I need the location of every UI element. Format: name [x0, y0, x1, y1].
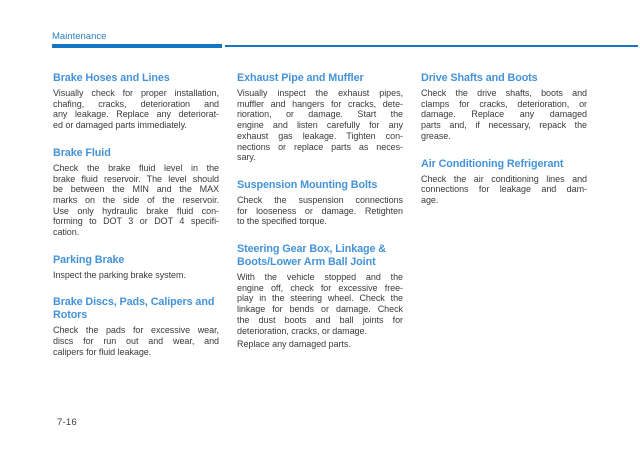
section-paragraph: [421, 88, 587, 142]
text-line: discs for run out and wear, and: [53, 336, 219, 347]
text-line: engine off, check for excessive free-: [237, 282, 403, 293]
text-line: Check the drive shafts, boots and: [421, 88, 587, 98]
section-paragraph: [237, 339, 403, 350]
text-line: sary.: [237, 152, 256, 163]
text-line: to the specified torque.: [237, 216, 327, 227]
section-paragraph: [421, 174, 587, 206]
text-line: Visually inspect the exhaust pipes,: [237, 88, 403, 98]
column-1: [53, 72, 219, 374]
text-line: chafing, cracks, deterioration and: [53, 98, 219, 109]
section-title: Brake Fluid: [53, 146, 111, 159]
section-brake-hoses-and-lines: [53, 72, 219, 131]
section-title: Exhaust Pipe and Muffler: [237, 72, 364, 84]
section-paragraph: [53, 325, 219, 357]
text-line: deterioration, cracks, or damage.: [237, 325, 367, 336]
text-line: ed or damaged parts immediately.: [53, 120, 187, 131]
text-line: Replace any damaged parts.: [237, 339, 351, 350]
section-title: Drive Shafts and Boots: [421, 72, 538, 84]
text-line: be between the MIN and the MAX: [53, 184, 219, 195]
text-line: With the vehicle stopped and the: [237, 272, 403, 283]
text-line: rioration, or damage. Start the: [237, 109, 403, 120]
column-3: [421, 72, 587, 374]
section-paragraph: [237, 88, 403, 163]
text-line: age.: [421, 194, 439, 205]
text-line: clamps for cracks, deterioration, or: [421, 98, 587, 109]
text-line: damage. Replace any damaged: [421, 109, 587, 120]
column-2: [237, 72, 403, 374]
text-line: calipers for fluid leakage.: [53, 346, 152, 357]
section-paragraph: [53, 163, 219, 238]
section-paragraph: [237, 272, 403, 336]
section-title: Air Conditioning Refrigerant: [421, 157, 564, 170]
section-paragraph: [237, 195, 403, 227]
header-accent-bar: [52, 44, 222, 48]
text-line: marks on the side of the reservoir.: [53, 194, 219, 205]
text-line: muffler and hangers for cracks, dete-: [237, 98, 403, 109]
section-title: Parking Brake: [53, 253, 125, 266]
section-paragraph: [53, 88, 219, 131]
text-line: forming to DOT 3 or DOT 4 specifi-: [53, 216, 219, 227]
section-parking-brake: [53, 254, 219, 281]
text-line: any leakage. Replace any deteriorat-: [53, 109, 219, 120]
section-paragraph: [53, 270, 219, 281]
text-line: exhaust gas leakage. Tighten con-: [237, 130, 403, 141]
text-line: Check the brake fluid level in the: [53, 162, 219, 173]
text-line: cation.: [53, 227, 80, 238]
text-line: Use only hydraulic brake fluid con-: [53, 205, 219, 216]
text-line: parts and, if necessary, repack the: [421, 120, 587, 131]
section-brake-fluid: [53, 147, 219, 238]
text-line: Visually check for proper installation,: [53, 88, 219, 98]
text-line: Inspect the parking brake system.: [53, 269, 186, 280]
text-line: connections for leakage and dam-: [421, 184, 587, 195]
text-line: linkage for bends or damage. Check: [237, 304, 403, 315]
text-line: Check the air conditioning lines and: [421, 173, 587, 184]
text-line: grease.: [421, 130, 451, 141]
content-columns: [53, 72, 587, 374]
section-title: Brake Hoses and Lines: [53, 72, 170, 84]
chapter-label: Maintenance: [52, 31, 107, 42]
header-rule-line: [225, 45, 638, 46]
section-steering-gear-box-linkage-ball-joint: [237, 243, 403, 350]
text-line: for looseness or damage. Retighten: [237, 205, 403, 216]
section-exhaust-pipe-and-muffler: [237, 72, 403, 163]
text-line: nections or replace parts as neces-: [237, 141, 403, 152]
section-drive-shafts-and-boots: [421, 72, 587, 142]
section-brake-discs-pads-calipers-rotors: [53, 296, 219, 357]
section-suspension-mounting-bolts: [237, 179, 403, 227]
section-title: Suspension Mounting Bolts: [237, 178, 378, 191]
text-line: brake fluid reservoir. The level should: [53, 173, 219, 184]
section-title: Brake Discs, Pads, Calipers and Rotors: [53, 296, 215, 322]
text-line: Check the suspension connections: [237, 194, 403, 205]
section-air-conditioning-refrigerant: [421, 158, 587, 206]
page-number: 7-16: [57, 417, 77, 428]
text-line: Check the pads for excessive wear,: [53, 325, 219, 336]
text-line: play in the steering wheel. Check the: [237, 293, 403, 304]
text-line: the dust boots and ball joints for: [237, 314, 403, 325]
text-line: engine and listen carefully for any: [237, 120, 403, 131]
section-title: Steering Gear Box, Linkage & Boots/Lower Arm Ball Joint: [237, 243, 386, 269]
